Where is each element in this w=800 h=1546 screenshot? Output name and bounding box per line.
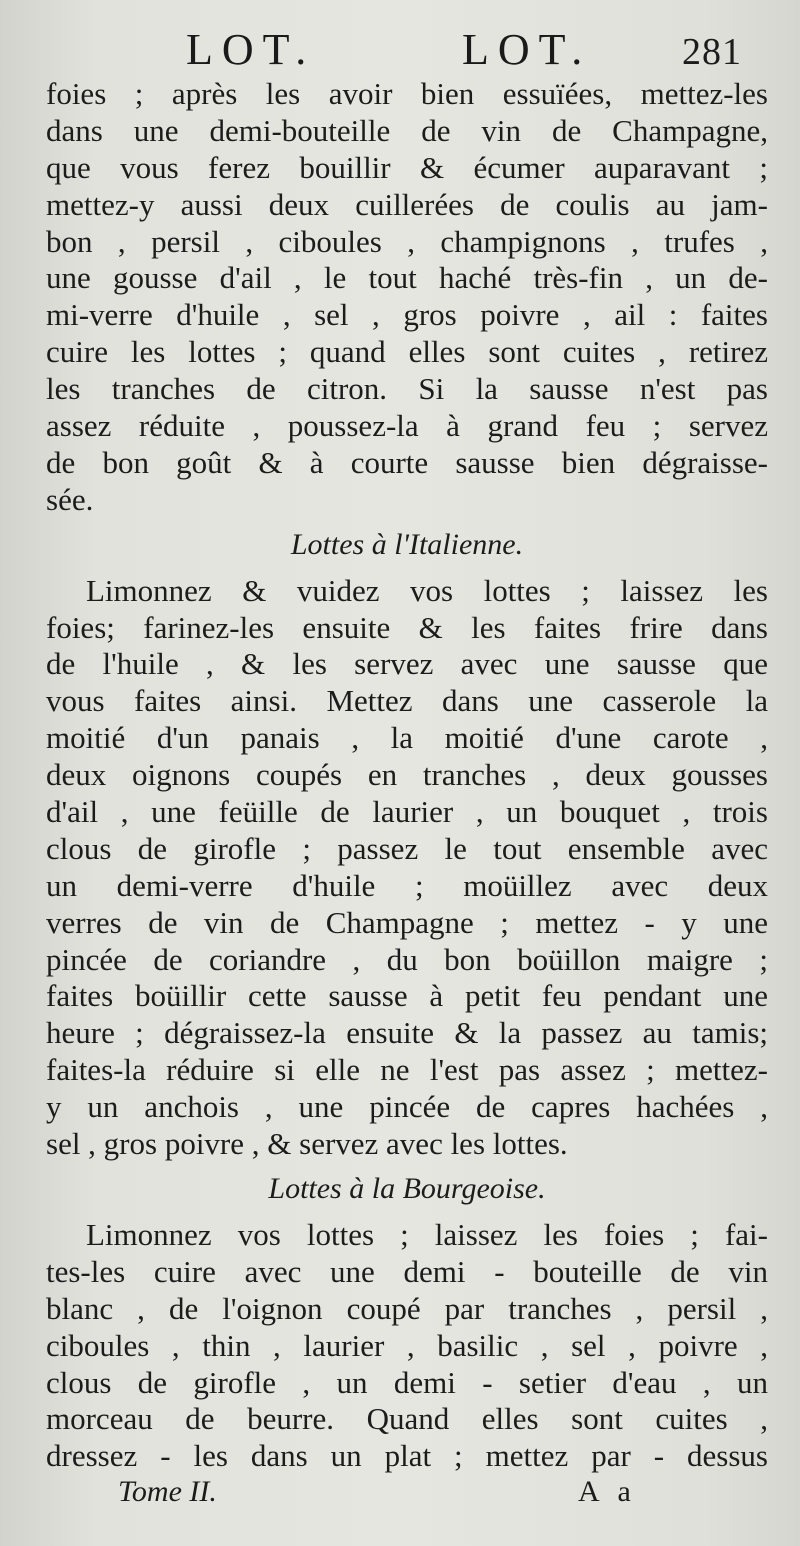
volume-label: Tome II. — [118, 1475, 217, 1508]
text-line: mettez-y aussi deux cuillerées de coulis au jam- — [46, 186, 768, 222]
text-line: Limonnez & vuidez vos lottes ; laissez les — [86, 572, 768, 608]
running-head-right: LOT. — [462, 25, 592, 74]
text-line: foies ; après les avoir bien essuïées, mettez-les — [46, 76, 768, 111]
text-line: blanc , de l'oignon coupé par tranches , persil , — [46, 1290, 768, 1326]
text-line: un demi-verre d'huile ; moüillez avec deux — [46, 867, 768, 903]
page-number: 281 — [682, 31, 742, 73]
text-line: de l'huile , & les servez avec une sausse que — [46, 646, 768, 682]
text-line: une gousse d'ail , le tout haché très-fin , un de- — [46, 260, 768, 296]
text-line: ciboules , thin , laurier , basilic , sel , poivre , — [46, 1327, 768, 1363]
text-line: de bon goût & à courte sausse bien dégraisse- — [46, 444, 768, 480]
text-line: pincée de coriandre , du bon boüillon maigre ; — [46, 941, 768, 977]
body-text — [46, 76, 768, 1475]
page-footer — [0, 1470, 800, 1514]
text-line: sée. — [46, 481, 94, 517]
text-line: clous de girofle ; passez le tout ensemble avec — [46, 830, 768, 866]
text-line: sel , gros poivre , & servez avec les lottes. — [46, 1126, 568, 1162]
text-line: clous de girofle , un demi - setier d'eau , un — [46, 1364, 768, 1400]
text-line: assez réduite , poussez-la à grand feu ; servez — [46, 408, 768, 444]
text-line: faites-la réduire si elle ne l'est pas assez ; mettez- — [46, 1052, 768, 1088]
text-line: dans une demi-bouteille de vin de Champagne, — [46, 112, 768, 148]
text-line: morceau de beurre. Quand elles sont cuites , — [46, 1401, 768, 1437]
text-line: vous faites ainsi. Mettez dans une casserole la — [46, 683, 768, 719]
section-heading-bourgeoise: Lottes à la Bourgeoise. — [268, 1171, 546, 1205]
text-line: les tranches de citron. Si la sausse n'est pas — [46, 371, 768, 407]
text-line: y un anchois , une pincée de capres hachées , — [46, 1089, 768, 1125]
text-line: tes-les cuire avec une demi - bouteille de vin — [46, 1253, 768, 1289]
text-line: verres de vin de Champagne ; mettez - y une — [46, 904, 768, 940]
text-line: d'ail , une feüille de laurier , un bouquet , trois — [46, 794, 768, 830]
text-line: cuire les lottes ; quand elles sont cuites , retirez — [46, 334, 768, 370]
text-line: mi-verre d'huile , sel , gros poivre , ail : faites — [46, 297, 768, 333]
running-head — [0, 22, 800, 78]
text-line: foies; farinez-les ensuite & les faites frire dans — [46, 609, 768, 645]
signature-mark: A a — [578, 1475, 637, 1508]
text-line: bon , persil , ciboules , champignons , trufes , — [46, 223, 768, 259]
text-line: Limonnez vos lottes ; laissez les foies ; fai- — [86, 1216, 768, 1252]
text-line: deux oignons coupés en tranches , deux gousses — [46, 757, 768, 793]
running-head-left: LOT. — [186, 25, 316, 74]
text-line: moitié d'un panais , la moitié d'une carote , — [46, 720, 768, 756]
section-heading-italienne: Lottes à l'Italienne. — [290, 527, 524, 561]
text-line: faites boüillir cette sausse à petit feu pendant une — [46, 978, 768, 1014]
text-line: heure ; dégraissez-la ensuite & la passez au tamis; — [46, 1015, 768, 1051]
text-line: que vous ferez bouillir & écumer auparavant ; — [46, 149, 768, 185]
text-line: dressez - les dans un plat ; mettez par - dessus — [46, 1438, 768, 1474]
